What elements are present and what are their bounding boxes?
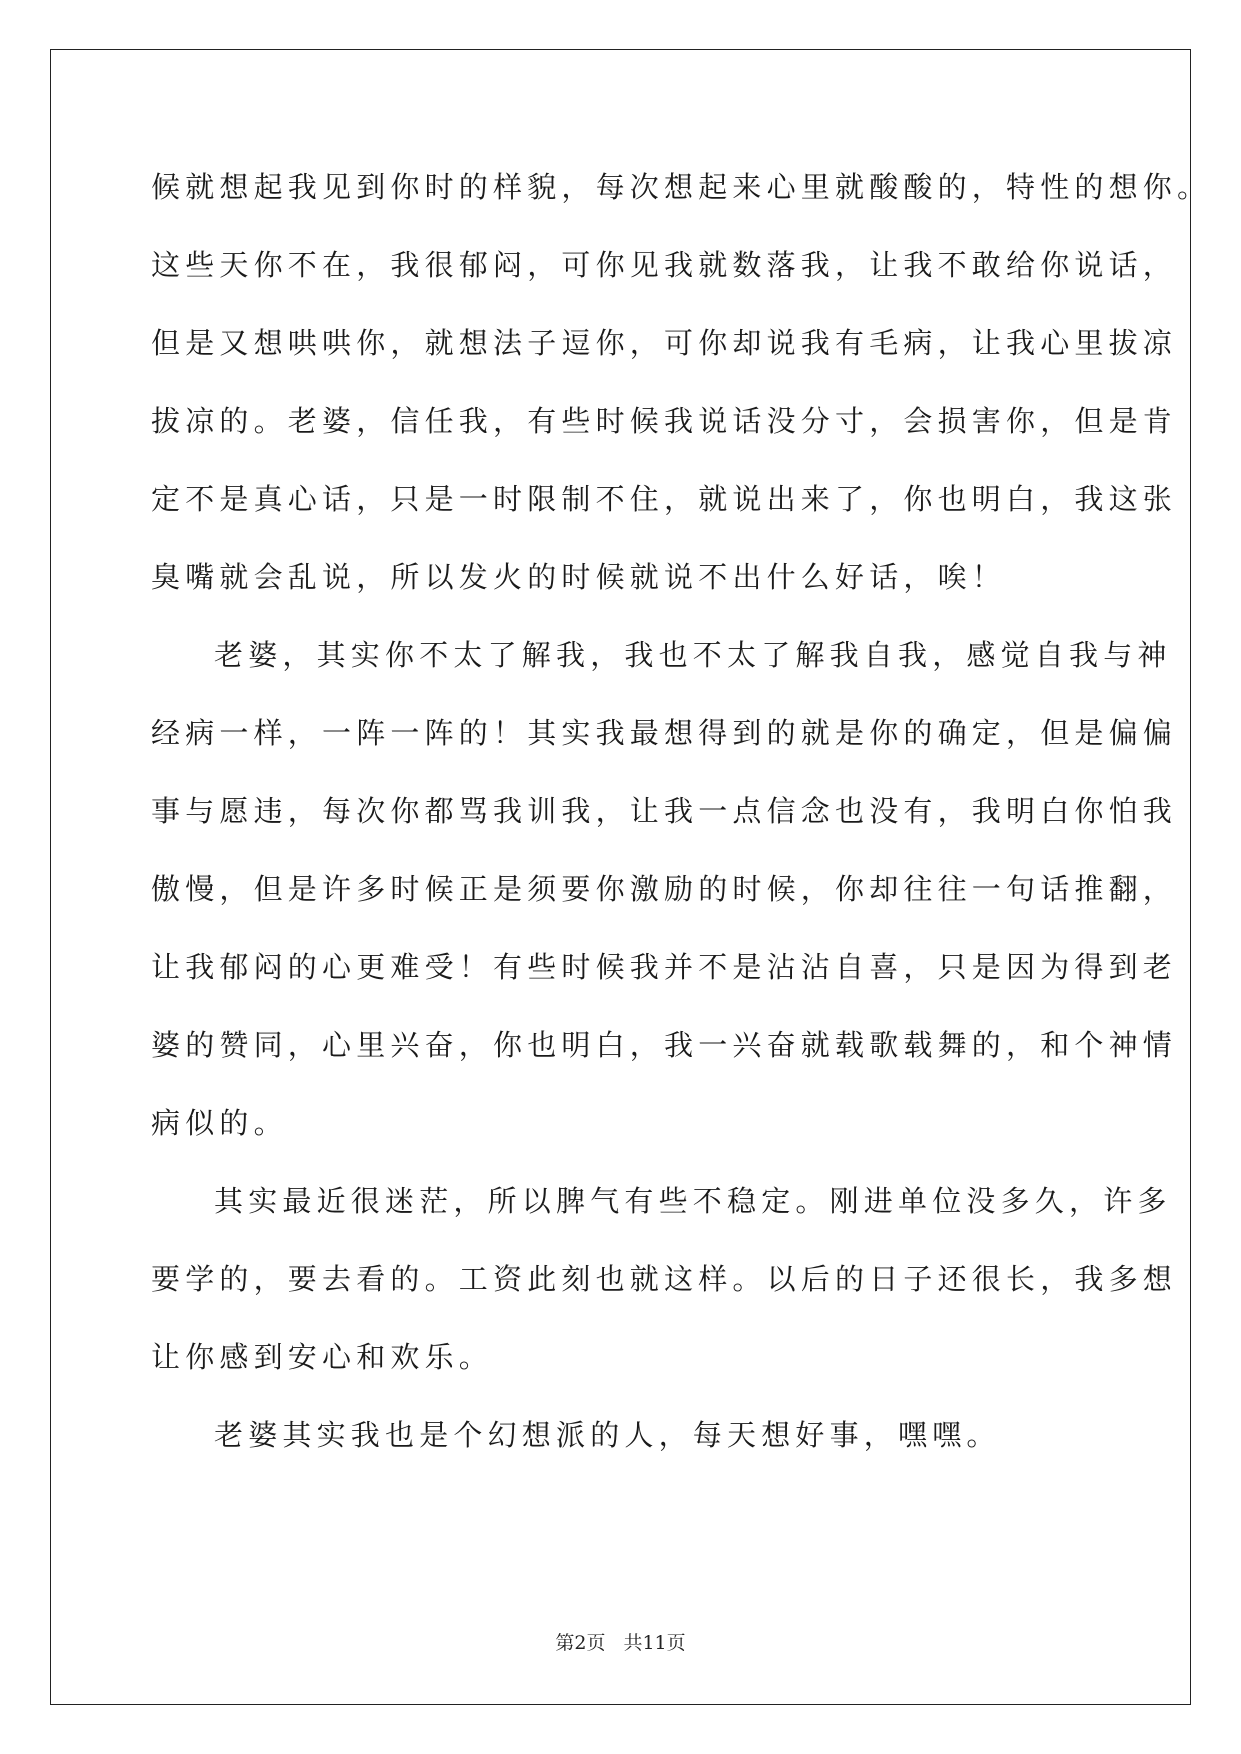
page-number: 第2页: [555, 1632, 606, 1654]
text-line: 病似的。: [151, 1106, 288, 1140]
text-line: 婆的赞同，心里兴奋，你也明白，我一兴奋就载歌载舞的，和个神情: [151, 1028, 1178, 1062]
text-line: 拔凉的。老婆，信任我，有些时候我说话没分寸，会损害你，但是肯: [151, 404, 1178, 438]
text-line: 事与愿违，每次你都骂我训我，让我一点信念也没有，我明白你怕我: [151, 794, 1178, 828]
page-footer: [0, 1630, 1241, 1656]
text-line: 傲慢，但是许多时候正是须要你激励的时候，你却往往一句话推翻，: [151, 872, 1178, 906]
page-total: 共11页: [623, 1632, 686, 1654]
paragraph-start-line: 老婆其实我也是个幻想派的人，每天想好事，嘿嘿。: [214, 1418, 1001, 1452]
text-line: 这些天你不在，我很郁闷，可你见我就数落我，让我不敢给你说话，: [151, 248, 1178, 282]
text-line: 要学的，要去看的。工资此刻也就这样。以后的日子还很长，我多想: [151, 1262, 1178, 1296]
text-line: 让我郁闷的心更难受！有些时候我并不是沾沾自喜，只是因为得到老: [151, 950, 1178, 984]
text-line: 候就想起我见到你时的样貌，每次想起来心里就酸酸的，特性的想你。: [151, 170, 1212, 204]
text-line: 定不是真心话，只是一时限制不住，就说出来了，你也明白，我这张: [151, 482, 1178, 516]
text-line: 臭嘴就会乱说，所以发火的时候就说不出什么好话，唉！: [151, 560, 1007, 594]
text-line: 经病一样，一阵一阵的！其实我最想得到的就是你的确定，但是偏偏: [151, 716, 1178, 750]
text-line: 但是又想哄哄你，就想法子逗你，可你却说我有毛病，让我心里拔凉: [151, 326, 1178, 360]
paragraph-start-line: 老婆，其实你不太了解我，我也不太了解我自我，感觉自我与神: [214, 638, 1172, 672]
paragraph-start-line: 其实最近很迷茫，所以脾气有些不稳定。刚进单位没多久，许多: [214, 1184, 1172, 1218]
body-text: [151, 148, 1212, 1474]
text-line: 让你感到安心和欢乐。: [151, 1340, 494, 1374]
